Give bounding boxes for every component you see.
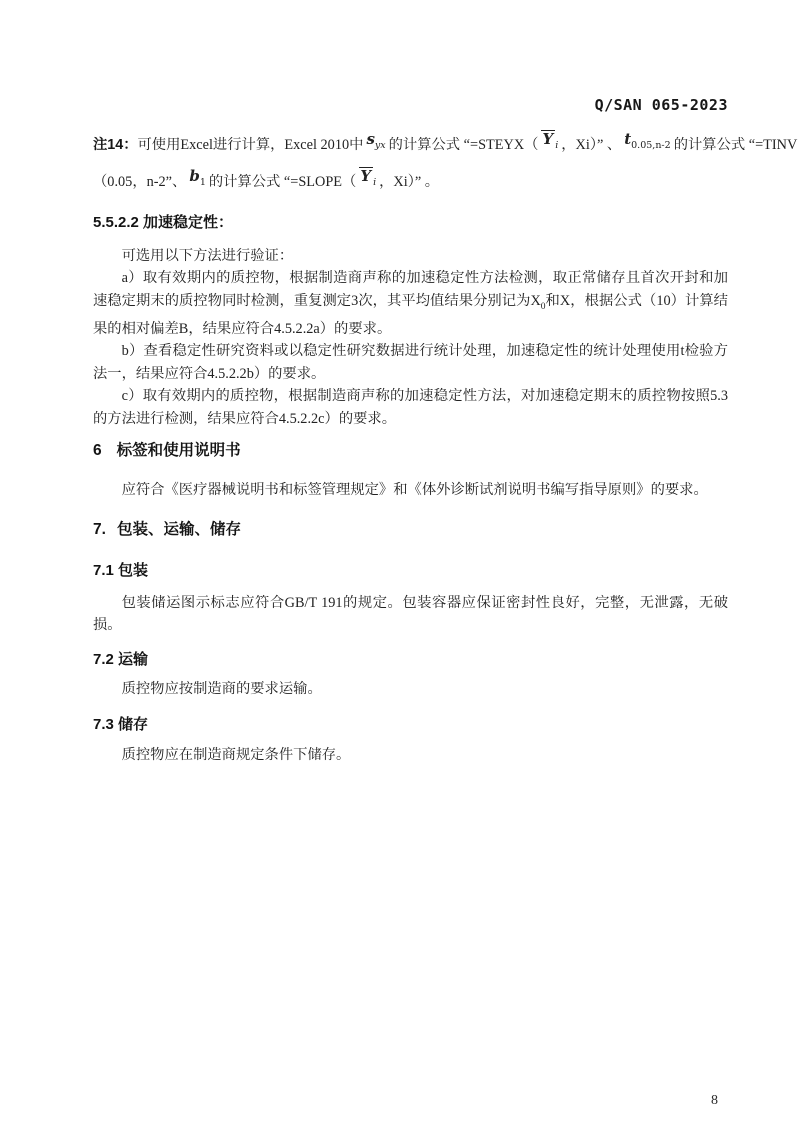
note-14-text-4: 的计算公式 “=TINV bbox=[673, 137, 798, 153]
heading-7-1: 7.1 包装 bbox=[93, 561, 149, 579]
heading-7 bbox=[93, 519, 728, 541]
formula-syx bbox=[366, 132, 385, 151]
formula-b1 bbox=[189, 169, 206, 188]
item-a-text-2: 和X，根据公式（10）计算结果的相对偏差B，结果应符合4.5.2.2a）的要求。 bbox=[93, 292, 728, 338]
note-14-line-2 bbox=[93, 164, 728, 201]
page-number: 8 bbox=[711, 1093, 718, 1108]
formula-b1-sub: 1 bbox=[199, 177, 206, 188]
paragraph-7-2: 质控物应按制造商的要求运输。 bbox=[121, 681, 322, 698]
note-14-text-7: ，Xi）” 。 bbox=[379, 174, 440, 190]
item-a-text-1: a）取有效期内的质控物，根据制造商声称的加速稳定性方法检测，取正常储存且首次开封和加速稳定期末的质控物同时检测，重复测定3次，其平均值结果分别记为X bbox=[93, 270, 728, 309]
formula-ybar-2 bbox=[359, 167, 376, 188]
formula-syx-sub: yx bbox=[374, 140, 386, 151]
heading-7-2: 7.2 运输 bbox=[93, 651, 149, 669]
x0-subscript: 0 bbox=[540, 301, 546, 312]
note-14-text-1: 可使用Excel进行计算，Excel 2010中 bbox=[137, 137, 364, 153]
paragraph-item-b: b）查看稳定性研究资料或以稳定性研究数据进行统计处理，加速稳定性的统计处理使用t检验方法一，结果应符合4.5.2.2b）的要求。 bbox=[93, 343, 728, 382]
heading-7-number: 7. bbox=[93, 520, 106, 538]
formula-t-base: t bbox=[624, 130, 632, 148]
formula-ybar-1 bbox=[541, 130, 558, 151]
paragraph-intro: 可选用以下方法进行验证： bbox=[121, 248, 294, 264]
formula-t-stat bbox=[624, 132, 670, 151]
heading-7-3: 7.3 储存 bbox=[93, 715, 149, 733]
ybar-1-overbar bbox=[541, 130, 555, 148]
formula-b1-base: b bbox=[189, 167, 200, 185]
heading-6-title: 标签和使用说明书 bbox=[116, 442, 241, 460]
note-14-line-1 bbox=[93, 127, 798, 164]
note-14-text-5: （0.05，n-2”、 bbox=[93, 174, 187, 190]
doc-code: Q/SAN 065-2023 bbox=[594, 96, 728, 114]
note-14-label: 注14： bbox=[93, 137, 138, 153]
document-header bbox=[93, 96, 728, 114]
formula-ybar-1-sub: i bbox=[555, 140, 559, 151]
note-14-text-2: 的计算公式 “=STEYX（ bbox=[388, 137, 539, 153]
note-14 bbox=[93, 127, 798, 201]
paragraph-item-a bbox=[93, 267, 728, 340]
paragraph-7-1: 包装储运图示标志应符合GB/T 191的规定。包装容器应保证密封性良好，完整，无泄露，无破损。 bbox=[93, 594, 728, 633]
ybar-2-overbar bbox=[359, 167, 373, 185]
formula-syx-base: s bbox=[366, 130, 375, 148]
heading-7-title: 包装、运输、储存 bbox=[116, 520, 241, 538]
page-content bbox=[93, 0, 798, 766]
paragraph-7-3: 质控物应在制造商规定条件下储存。 bbox=[121, 746, 351, 763]
formula-ybar-2-base: Y bbox=[360, 167, 372, 185]
paragraph-6: 应符合《医疗器械说明书和标签管理规定》和《体外诊断试剂说明书编写指导原则》的要求。 bbox=[121, 482, 708, 499]
formula-ybar-2-sub: i bbox=[373, 177, 377, 188]
note-14-text-3: ，Xi）” 、 bbox=[561, 137, 622, 153]
heading-5-5-2-2: 5.5.2.2 加速稳定性： bbox=[93, 214, 234, 231]
heading-6-number: 6 bbox=[93, 442, 102, 460]
formula-t-sub: 0.05,n-2 bbox=[631, 140, 671, 151]
formula-ybar-1-base: Y bbox=[542, 130, 554, 148]
note-14-text-6: 的计算公式 “=SLOPE（ bbox=[208, 174, 357, 190]
paragraph-item-c: c）取有效期内的质控物，根据制造商声称的加速稳定性方法，对加速稳定期末的质控物按照5.3的方法进行检测，结果应符合4.5.2.2c）的要求。 bbox=[93, 388, 728, 427]
heading-6 bbox=[93, 440, 728, 462]
